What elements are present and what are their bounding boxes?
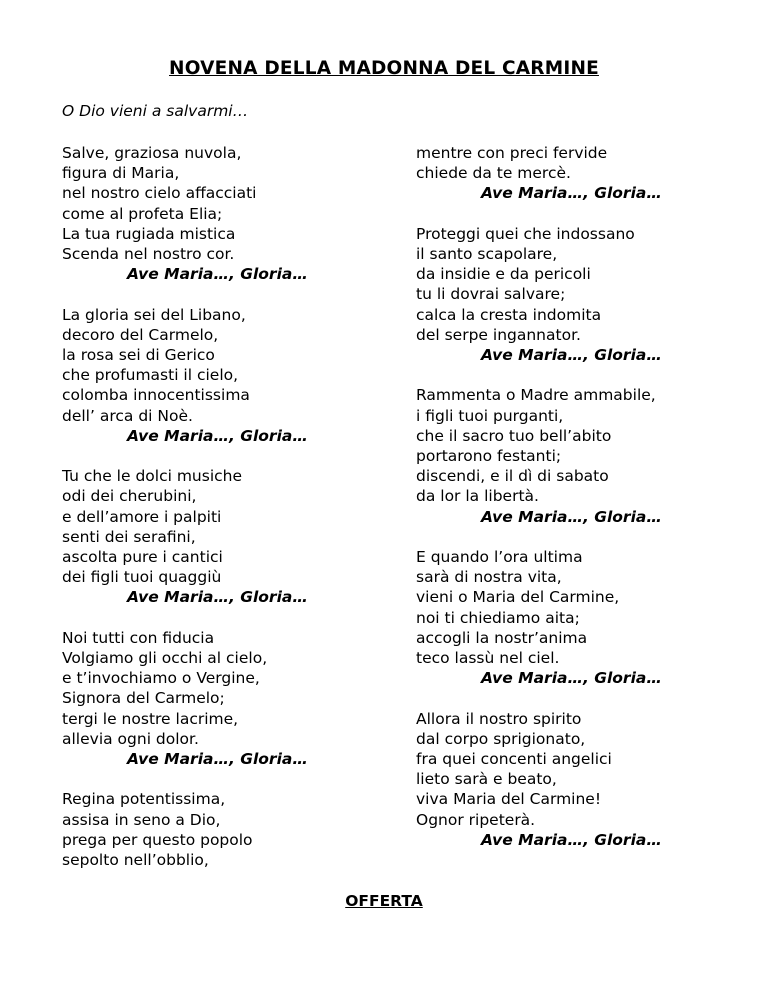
verse-line: e t’invochiamo o Vergine, <box>62 669 260 688</box>
refrain-line: Ave Maria…, Gloria… <box>481 346 662 365</box>
verse-line: La tua rugiada mistica <box>62 224 236 243</box>
verse-line: che il sacro tuo bell’abito <box>416 426 612 445</box>
verse-line: da insidie e da pericoli <box>416 265 591 284</box>
stanza <box>62 466 392 607</box>
verse-line: figura di Maria, <box>62 164 180 183</box>
verse-line: che profumasti il cielo, <box>62 366 239 385</box>
verse-line: del serpe ingannator. <box>416 325 581 344</box>
offerta-heading: OFFERTA <box>345 892 423 910</box>
stanza <box>62 628 392 769</box>
verse-line: dell’ arca di Noè. <box>62 406 193 425</box>
stanza <box>416 385 746 526</box>
verse-line: da lor la libertà. <box>416 487 539 506</box>
verse-line: La gloria sei del Libano, <box>62 305 246 324</box>
verse-line: ascolta pure i cantici <box>62 548 223 567</box>
verse-line: teco lassù nel ciel. <box>416 649 560 668</box>
verse-line: calca la cresta indomita <box>416 305 602 324</box>
stanza <box>416 709 746 850</box>
verse-line: e dell’amore i palpiti <box>62 507 222 526</box>
verse-line: prega per questo popolo <box>62 830 253 849</box>
verse-line: portarono festanti; <box>416 447 562 466</box>
verse-line: senti dei serafini, <box>62 527 196 546</box>
verse-line: Salve, graziosa nuvola, <box>62 144 242 162</box>
verse-line: chiede da te mercè. <box>416 164 571 183</box>
verse-line: Allora il nostro spirito <box>416 709 582 728</box>
refrain-line: Ave Maria…, Gloria… <box>481 830 662 849</box>
verse-line: Tu che le dolci musiche <box>62 467 243 486</box>
verse-line: i figli tuoi purganti, <box>416 406 564 425</box>
verse-line: Ognor ripeterà. <box>416 810 536 829</box>
verse-line: Noi tutti con fiducia <box>62 628 215 647</box>
verse-line: mentre con preci fervide <box>416 144 608 162</box>
verse-line: sepolto nell’obblio, <box>62 851 209 870</box>
verse-line: tergi le nostre lacrime, <box>62 709 239 728</box>
refrain-line: Ave Maria…, Gloria… <box>127 426 308 445</box>
verse-line: dei figli tuoi quaggiù <box>62 568 222 587</box>
verse-line: vieni o Maria del Carmine, <box>416 588 620 607</box>
verse-line: Regina potentissima, <box>62 790 226 809</box>
verse-line: Rammenta o Madre ammabile, <box>416 386 656 405</box>
stanza <box>62 305 392 446</box>
verse-line: odi dei cherubini, <box>62 487 197 506</box>
verse-line: fra quei concenti angelici <box>416 750 612 769</box>
verse-line: tu li dovrai salvare; <box>416 285 566 304</box>
verse-line: Scenda nel nostro cor. <box>62 245 235 264</box>
verse-line: Volgiamo gli occhi al cielo, <box>62 649 268 668</box>
verse-line: E quando l’ora ultima <box>416 548 583 567</box>
stanza <box>416 224 746 365</box>
right-column <box>416 143 746 870</box>
verse-line: nel nostro cielo affacciati <box>62 184 257 203</box>
refrain-line: Ave Maria…, Gloria… <box>481 507 662 526</box>
verse-line: colomba innocentissima <box>62 386 250 405</box>
left-column <box>62 143 392 890</box>
verse-line: decoro del Carmelo, <box>62 325 219 344</box>
verse-line: la rosa sei di Gerico <box>62 346 215 365</box>
stanza <box>62 789 392 870</box>
stanza <box>62 143 392 284</box>
verse-line: assisa in seno a Dio, <box>62 810 221 829</box>
refrain-line: Ave Maria…, Gloria… <box>481 669 662 688</box>
verse-line: discendi, e il dì di sabato <box>416 467 609 486</box>
stanza <box>416 547 746 688</box>
stanza <box>416 143 746 204</box>
intro-invocation: O Dio vieni a salvarmi… <box>62 102 249 120</box>
verse-line: viva Maria del Carmine! <box>416 790 602 809</box>
verse-line: lieto sarà e beato, <box>416 770 557 789</box>
verse-line: come al profeta Elia; <box>62 204 223 223</box>
refrain-line: Ave Maria…, Gloria… <box>481 184 662 203</box>
refrain-line: Ave Maria…, Gloria… <box>127 750 308 769</box>
verse-line: sarà di nostra vita, <box>416 568 562 587</box>
refrain-line: Ave Maria…, Gloria… <box>127 265 308 284</box>
refrain-line: Ave Maria…, Gloria… <box>127 588 308 607</box>
verse-line: Signora del Carmelo; <box>62 689 225 708</box>
verse-line: allevia ogni dolor. <box>62 729 199 748</box>
verse-line: il santo scapolare, <box>416 245 558 263</box>
verse-line: Proteggi quei che indossano <box>416 224 635 243</box>
page-title: NOVENA DELLA MADONNA DEL CARMINE <box>169 58 599 79</box>
verse-line: accogli la nostr’anima <box>416 628 588 647</box>
verse-line: noi ti chiediamo aita; <box>416 608 580 627</box>
verse-line: dal corpo sprigionato, <box>416 729 586 748</box>
